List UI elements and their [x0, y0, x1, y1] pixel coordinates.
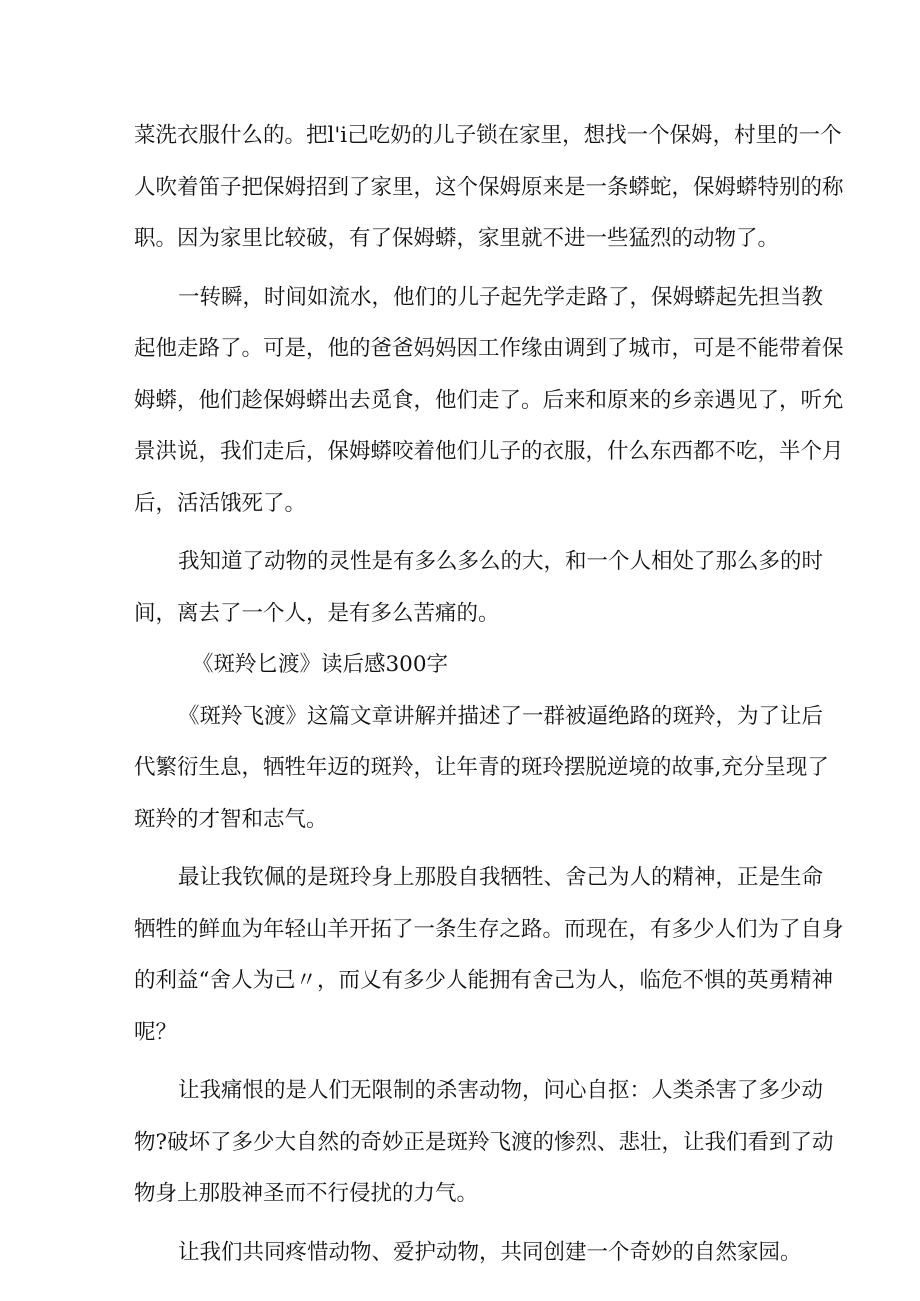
- paragraph: [134, 110, 844, 265]
- text-line: 让我们共同疼惜动物、爱护动物，共同创建一个奇妙的自然家园。: [178, 1239, 802, 1265]
- text-line: 起他走路了。可是，他的爸爸妈妈因工作缘由调到了城市，可是不能带着保: [134, 336, 844, 361]
- text-line: 菜洗衣服什么的。把l'i己吃奶的儿子锁在家里，想找一个保姆，村里的一个: [134, 123, 842, 148]
- text-line: 物?破坏了多少大自然的奇妙正是斑羚飞渡的惨烈、悲壮，让我们看到了动: [134, 1129, 834, 1155]
- text-line: 职。因为家里比较破，有了保姆蟒，家里就不进一些猛烈的动物了。: [134, 226, 780, 251]
- paragraph: [134, 272, 844, 530]
- text-line: 物身上那股神圣而不行侵扰的力气。: [134, 1181, 479, 1206]
- text-line: 最让我钦佩的是斑玲身上那股自我牺牲、舍己为人的精神，正是生命: [178, 865, 824, 890]
- text-line: 斑羚的才智和志气。: [134, 806, 328, 832]
- text-line: 牺牲的鲜血为年轻山羊开拓了一条生存之路。而现在，有多少人们为了自身: [134, 916, 844, 942]
- text-line: 《斑羚飞渡》这篇文章讲解并描述了一群被逼绝路的斑羚，为了让后: [178, 703, 824, 729]
- text-line: 让我痛恨的是人们无限制的杀害动物，问心自抠：人类杀害了多少动: [178, 1078, 824, 1103]
- paragraph: [134, 1227, 802, 1279]
- title-line: 《斑羚匕渡》读后感300字: [192, 652, 449, 677]
- text-line: 呢？: [134, 1019, 178, 1045]
- text-line: 的利益“舍人为己〃，而乂有多少人能拥有舍己为人，临危不惧的英勇精神: [134, 968, 833, 993]
- text-line: 姆蟒，他们趁保姆蟒出去觅食，他们走了。后来和原来的乡亲遇见了，听允: [134, 387, 844, 413]
- text-line: 后，活活饿死了。: [134, 490, 307, 516]
- paragraph: [134, 536, 824, 639]
- text-line: 间，离去了一个人，是有多么苦痛的。: [134, 600, 500, 626]
- text-line: 我知道了动物的灵性是有多么多么的大，和一个人相处了那么多的时: [178, 549, 824, 574]
- paragraph: [134, 852, 844, 1058]
- paragraph: [134, 691, 829, 846]
- text-line: 人吹着笛子把保姆招到了家里，这个保姆原来是一条蟒蛇，保姆蟒特别的称: [134, 174, 844, 200]
- text-line: 景洪说，我们走后，保姆蟒咬着他们儿子的衣服，什么东西都不吃，半个月: [134, 439, 844, 464]
- document-body: [134, 110, 844, 1278]
- text-line: 一转瞬，时间如流水，他们的儿子起先学走路了，保姆蟒起先担当教: [178, 284, 824, 310]
- paragraph: [134, 1065, 834, 1220]
- text-line: 代繁衍生息，牺牲年迈的斑羚，让年青的斑玲摆脱逆境的故事,充分呈现了: [134, 755, 829, 780]
- section-title: [134, 639, 794, 691]
